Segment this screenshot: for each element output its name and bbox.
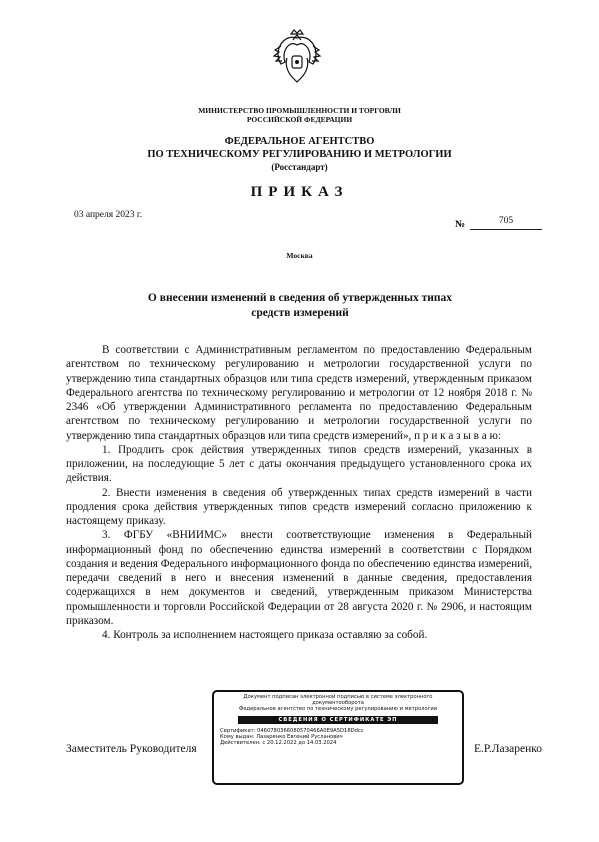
order-number-label: № [455,219,466,230]
stamp-certificate-bar: СВЕДЕНИЯ О СЕРТИФИКАТЕ ЭП [238,716,438,724]
stamp-header-line-1: Документ подписан электронной подписью в системе электронного документооборота [243,694,433,707]
ministry-name [0,106,599,124]
stamp-validity: Действителен: с 20.12.2022 до 14.03.2024 [220,740,337,747]
subject-line-2: средств измерений [251,307,349,319]
stamp-header-line-2: Федеральное агентство по техническому регулированию и метрологии [238,706,438,713]
agency-name [0,136,599,174]
agency-line-2: ПО ТЕХНИЧЕСКОМУ РЕГУЛИРОВАНИЮ И МЕТРОЛОГИИ [147,148,452,160]
issuing-city: Москва [286,251,313,260]
order-date: 03 апреля 2023 г. [74,210,143,220]
agency-line-1: ФЕДЕРАЛЬНОЕ АГЕНТСТВО [224,136,375,147]
stamp-certificate-number: Сертификат: 0460780366080570466A0E9A5D18Ddcc [220,727,364,734]
subject-line-1: О внесении изменений в сведения об утвержденных типах [147,292,453,304]
intro-paragraph: В соответствии с Административным регламентом по предоставлению Федеральным агентством по техническому регулированию и метрологии государственной услуги по утверждению типа стандартных образцов или типа средств измерений, утвержденным приказом Федерального агентства по техническому регулированию и метрологии от 12 ноября 2018 г. № 2346 «Об утверждении Административного регламента по предоставлению Федеральным агентством по техническому регулированию и метрологии государственной услуги по утверждению типа стандартных образцов или типа средств измерений», п р и к а з ы в а ю: [66,344,532,442]
signatory-title: Заместитель Руководителя [66,743,197,755]
signatory-name: Е.Р.Лазаренко [474,743,543,755]
ministry-line-2: РОССИЙСКОЙ ФЕДЕРАЦИИ [246,115,353,124]
stamp-issued-to: Кому выдан: Лазаренко Евгений Русланович [220,734,343,741]
electronic-signature-stamp [212,690,464,785]
order-body [66,343,532,642]
document-type-title: ПРИКАЗ [250,184,349,200]
agency-short-name: (Росстандарт) [271,162,328,172]
order-number: 705 [470,213,542,230]
order-item-1: 1. Продлить срок действия утвержденных типов средств измерений, указанных в приложении, на последующие 5 лет с даты окончания предыдущего установленного срока их действия. [66,443,532,485]
order-subject [90,291,510,321]
order-item-3: 3. ФГБУ «ВНИИМС» внести соответствующие изменения в Федеральный информационный фонд по обеспечению единства измерений в соответствии с Порядком создания и ведения Федерального информационного фонда по обеспечению единства измерений, передачи сведений в него и внесения изменений в данные сведения, предоставления содержащихся в нем документов и сведений, утвержденным приказом Министерства промышленности и торговли Российской Федерации от 28 августа 2020 г. № 2906, и настоящим приказом. [66,529,532,627]
order-item-2: 2. Внести изменения в сведения об утвержденных типах средств измерений в части продления срока действия утвержденных типов средств измерений согласно приложению к настоящему приказу. [66,486,532,527]
ministry-line-1: МИНИСТЕРСТВО ПРОМЫШЛЕННОСТИ И ТОРГОВЛИ [198,106,401,115]
order-item-4: 4. Контроль за исполнением настоящего приказа оставляю за собой. [102,629,428,641]
coat-of-arms-emblem [271,28,323,88]
